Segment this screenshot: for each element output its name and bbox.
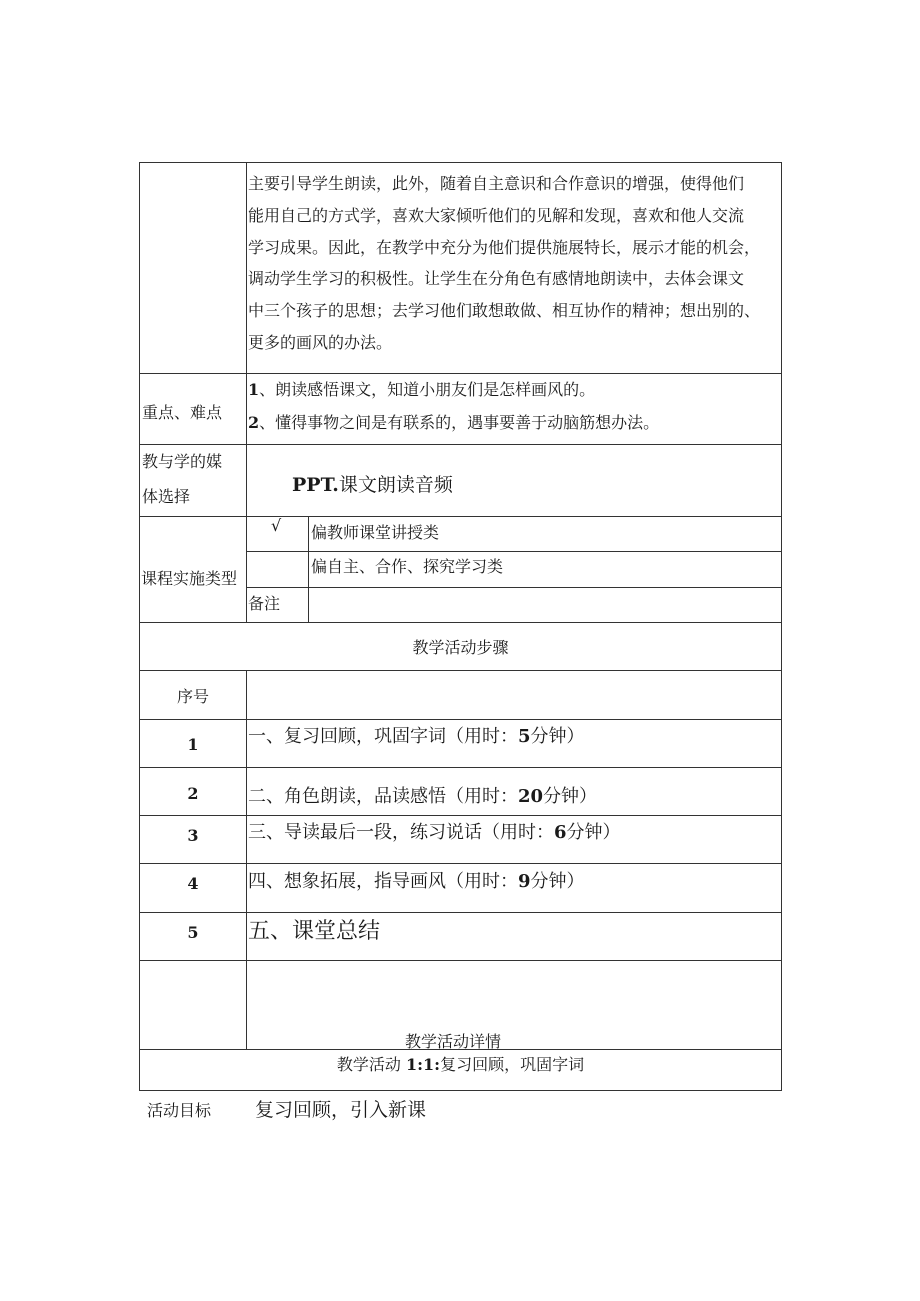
check-mark-icon: √ bbox=[271, 516, 282, 535]
step-text: 五、课堂总结 bbox=[248, 919, 381, 944]
intro-line: 学习成果。因此，在教学中充分为他们提供施展特长，展示才能的机会， bbox=[248, 237, 761, 257]
intro-line: 更多的画风的办法。 bbox=[248, 332, 393, 352]
step-number: 5 bbox=[187, 923, 199, 942]
step-time: 20 bbox=[518, 786, 544, 807]
key-points-label: 重点、难点 bbox=[142, 403, 223, 422]
row-divider bbox=[139, 444, 782, 445]
media-value-bold: PPT. bbox=[292, 474, 339, 496]
column-divider bbox=[246, 162, 247, 623]
key-point-number: 2 bbox=[248, 413, 260, 432]
column-divider bbox=[308, 516, 309, 623]
step-time: 6 bbox=[554, 822, 567, 843]
row-divider bbox=[139, 815, 782, 816]
step-time: 9 bbox=[518, 871, 531, 892]
step-time: 5 bbox=[518, 726, 531, 747]
step-number: 4 bbox=[187, 874, 199, 893]
key-point-item bbox=[248, 410, 659, 433]
goal-value: 复习回顾，引入新课 bbox=[255, 1099, 427, 1121]
key-point-text: 、懂得事物之间是有联系的，遇事要善于动脑筋想办法。 bbox=[259, 413, 660, 432]
intro-line: 主要引导学生朗读，此外，随着自主意识和合作意识的增强，使得他们 bbox=[248, 174, 745, 193]
key-point-number: 1 bbox=[248, 380, 260, 399]
row-divider bbox=[139, 516, 782, 517]
intro-line: 能用自己的方式学，喜欢大家倾听他们的见解和发现，喜欢和他人交流 bbox=[248, 205, 745, 225]
activity-heading: 教学活动 1:1:复习回顾，巩固字词 bbox=[336, 1055, 585, 1074]
row-divider bbox=[139, 373, 782, 374]
key-point-text: 、朗读感悟课文，知道小朋友们是怎样画风的。 bbox=[259, 380, 596, 399]
course-type-option: 偏自主、合作、探究学习类 bbox=[311, 557, 504, 576]
step-number: 3 bbox=[187, 826, 199, 845]
course-type-label: 课程实施类型 bbox=[141, 569, 238, 588]
course-type-option: 偏教师课堂讲授类 bbox=[311, 523, 440, 542]
step-text: 四、想象拓展，指导画风（用时：9分钟） bbox=[248, 871, 585, 892]
table-top-border bbox=[139, 162, 782, 163]
row-divider bbox=[139, 719, 782, 720]
row-divider bbox=[139, 912, 782, 913]
table-right-border bbox=[781, 162, 782, 1091]
step-text: 二、角色朗读，品读感悟（用时：20分钟） bbox=[248, 786, 598, 807]
details-title: 教学活动详情 bbox=[405, 1032, 502, 1051]
row-divider bbox=[139, 622, 782, 623]
key-point-item bbox=[248, 377, 595, 400]
table-left-border bbox=[139, 162, 140, 1091]
step-text: 三、导读最后一段，练习说话（用时：6分钟） bbox=[248, 822, 621, 843]
activity-number: 1:1: bbox=[406, 1055, 441, 1074]
row-divider bbox=[246, 587, 782, 588]
table-bottom-border bbox=[139, 1090, 782, 1091]
sequence-label: 序号 bbox=[176, 687, 209, 706]
step-number: 1 bbox=[187, 735, 199, 754]
media-value-text: 课文朗读音频 bbox=[338, 474, 453, 496]
row-divider bbox=[139, 960, 782, 961]
row-divider bbox=[246, 551, 782, 552]
note-label: 备注 bbox=[248, 594, 281, 613]
row-divider bbox=[139, 670, 782, 671]
media-value bbox=[292, 470, 453, 497]
column-divider bbox=[246, 670, 247, 1050]
goal-label: 活动目标 bbox=[147, 1101, 212, 1120]
row-divider bbox=[139, 863, 782, 864]
step-text: 一、复习回顾，巩固字词（用时：5分钟） bbox=[248, 726, 585, 747]
intro-line: 中三个孩子的思想；去学习他们敢想敢做、相互协作的精神；想出别的、 bbox=[248, 301, 761, 321]
media-label-line1: 教与学的媒 bbox=[142, 452, 223, 471]
intro-line: 调动学生学习的积极性。让学生在分角色有感情地朗读中，去体会课文 bbox=[248, 269, 745, 289]
step-number: 2 bbox=[187, 784, 199, 803]
row-divider bbox=[139, 767, 782, 768]
media-label-line2: 体选择 bbox=[142, 487, 191, 506]
steps-title: 教学活动步骤 bbox=[412, 638, 509, 657]
intro-paragraph bbox=[248, 168, 778, 359]
